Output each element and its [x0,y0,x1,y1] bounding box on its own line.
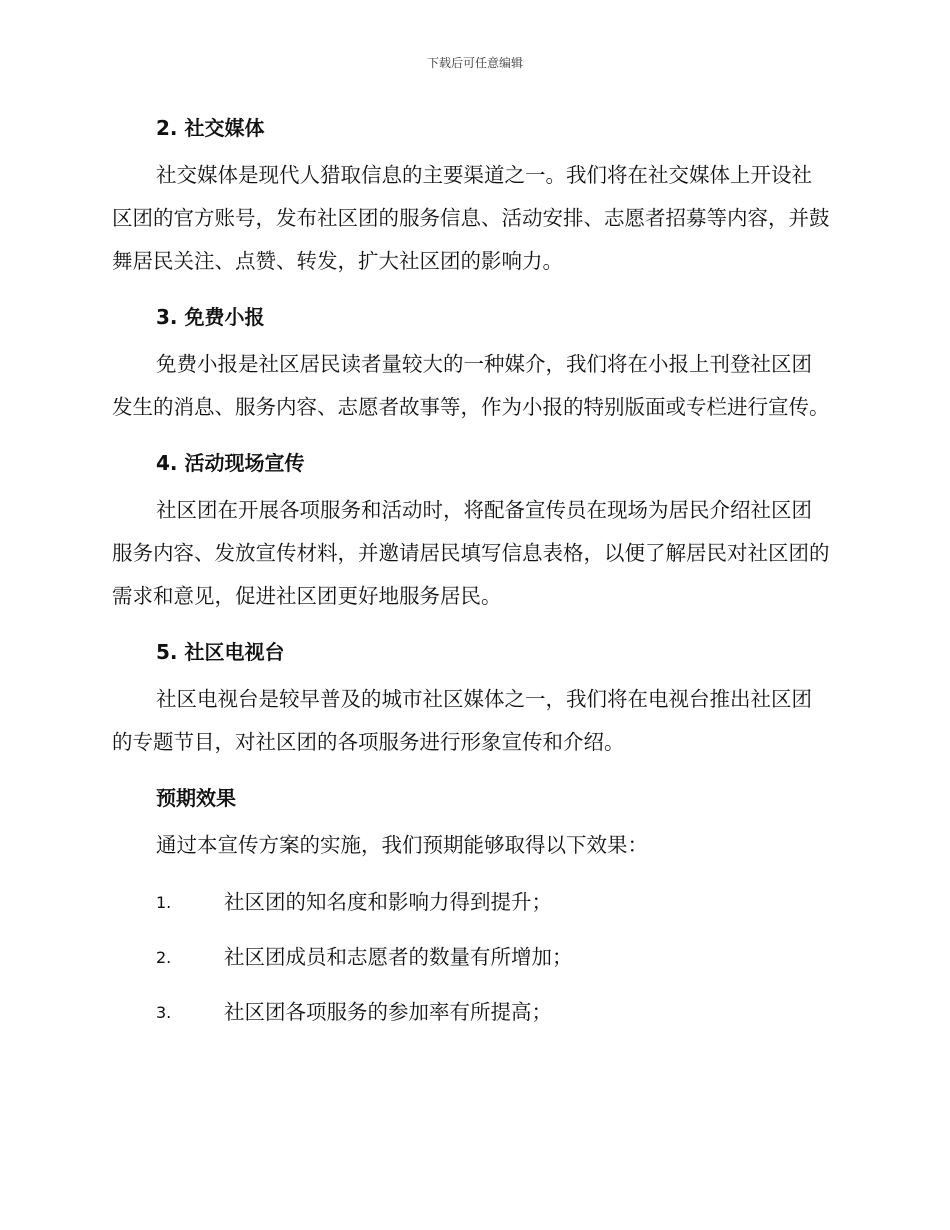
effects-intro-paragraph: 通过本宣传方案的实施，我们预期能够取得以下效果： [156,833,648,857]
list-item [112,881,832,924]
section-heading-onsite-promotion: 4. 活动现场宣传 [156,451,305,475]
list-item [112,936,832,979]
section-heading-social-media: 2. 社交媒体 [156,116,265,140]
section-paragraph-onsite-promotion: 社区团在开展各项服务和活动时，将配备宣传员在现场为居民介绍社区团服务内容、发放宣传材料，并邀请居民填写信息表格，以便了解居民对社区团的需求和意见，促进社区团更好地服务居民。 [112,498,830,608]
list-item-number: 2. [156,948,172,967]
list-item-text: 社区团各项服务的参加率有所提高； [224,1000,552,1024]
document-body [112,108,832,1046]
list-item-text: 社区团的知名度和影响力得到提升； [224,890,552,914]
section-heading-community-tv: 5. 社区电视台 [156,640,285,664]
list-item-number: 1. [156,893,172,912]
section-heading-expected-effects: 预期效果 [156,786,236,810]
section-heading-free-newspaper: 3. 免费小报 [156,305,265,329]
page-header-note: 下载后可任意编辑 [426,56,523,70]
list-item [112,991,832,1034]
section-paragraph-community-tv: 社区电视台是较早普及的城市社区媒体之一，我们将在电视台推出社区团的专题节目，对社区团的各项服务进行形象宣传和介绍。 [112,687,812,754]
list-item-number: 3. [156,1003,172,1022]
list-item-text: 社区团成员和志愿者的数量有所增加； [224,945,573,969]
section-paragraph-social-media: 社交媒体是现代人猎取信息的主要渠道之一。我们将在社交媒体上开设社区团的官方账号，发布社区团的服务信息、活动安排、志愿者招募等内容，并鼓舞居民关注、点赞、转发，扩大社区团的影响力。 [112,163,830,273]
section-paragraph-free-newspaper: 免费小报是社区居民读者量较大的一种媒介，我们将在小报上刊登社区团发生的消息、服务内容、志愿者故事等，作为小报的特别版面或专栏进行宣传。 [112,352,830,419]
